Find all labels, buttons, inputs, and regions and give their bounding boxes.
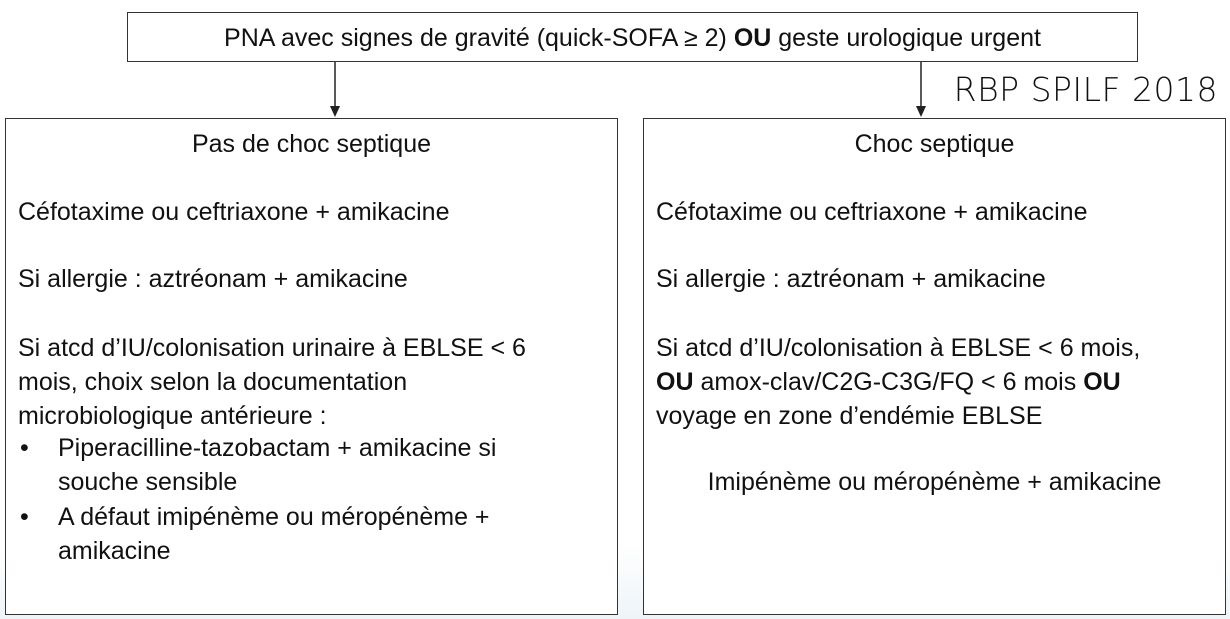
left-bullet2-line1: A défaut imipénème ou méropénème + <box>58 503 490 531</box>
left-arrow-head <box>330 106 340 117</box>
right-eblse-condition-line1: Si atcd d’IU/colonisation à EBLSE < 6 mois, <box>656 334 1141 362</box>
bullet-marker: • <box>20 503 29 531</box>
left-eblse-condition-line1: Si atcd d’IU/colonisation urinaire à EBLSE < 6 <box>18 334 526 362</box>
top-condition-text-end: geste urologique urgent <box>771 24 1041 52</box>
right-box-title: Choc septique <box>854 130 1015 158</box>
septic-shock-box <box>643 118 1226 615</box>
no-septic-shock-box <box>5 118 618 615</box>
right-or-keyword: OU <box>656 368 694 396</box>
left-allergy-treatment: Si allergie : aztréonam + amikacine <box>18 265 408 293</box>
left-eblse-condition-line2: mois, choix selon la documentation <box>18 368 408 396</box>
right-eblse-condition-line2 <box>656 365 1121 399</box>
left-bullet1-line1: Piperacilline-tazobactam + amikacine si <box>58 434 497 462</box>
top-condition-text: PNA avec signes de gravité (quick-SOFA ≥ 2) <box>224 24 734 52</box>
left-first-line-treatment: Céfotaxime ou ceftriaxone + amikacine <box>18 198 450 226</box>
right-allergy-treatment: Si allergie : aztréonam + amikacine <box>656 265 1046 293</box>
source-tag: RBP SPILF 2018 <box>953 70 1218 109</box>
left-eblse-condition-line3: microbiologique antérieure : <box>18 402 327 430</box>
left-bullet1-line2: souche sensible <box>58 468 238 496</box>
right-or-keyword: OU <box>1083 368 1121 396</box>
bullet-marker: • <box>20 434 29 462</box>
top-or-keyword: OU <box>733 24 772 52</box>
right-eblse-condition-line3: voyage en zone d’endémie EBLSE <box>656 402 1043 430</box>
right-arrow-head <box>916 106 926 117</box>
left-bullet2-line2: amikacine <box>58 537 171 565</box>
top-condition-box <box>127 12 1138 62</box>
left-box-title: Pas de choc septique <box>191 130 432 158</box>
right-carbapenem-treatment: Imipénème ou méropénème + amikacine <box>707 468 1162 496</box>
right-first-line-treatment: Céfotaxime ou ceftriaxone + amikacine <box>656 198 1088 226</box>
right-prior-antibiotics-text: amox-clav/C2G-C3G/FQ < 6 mois <box>693 368 1084 396</box>
